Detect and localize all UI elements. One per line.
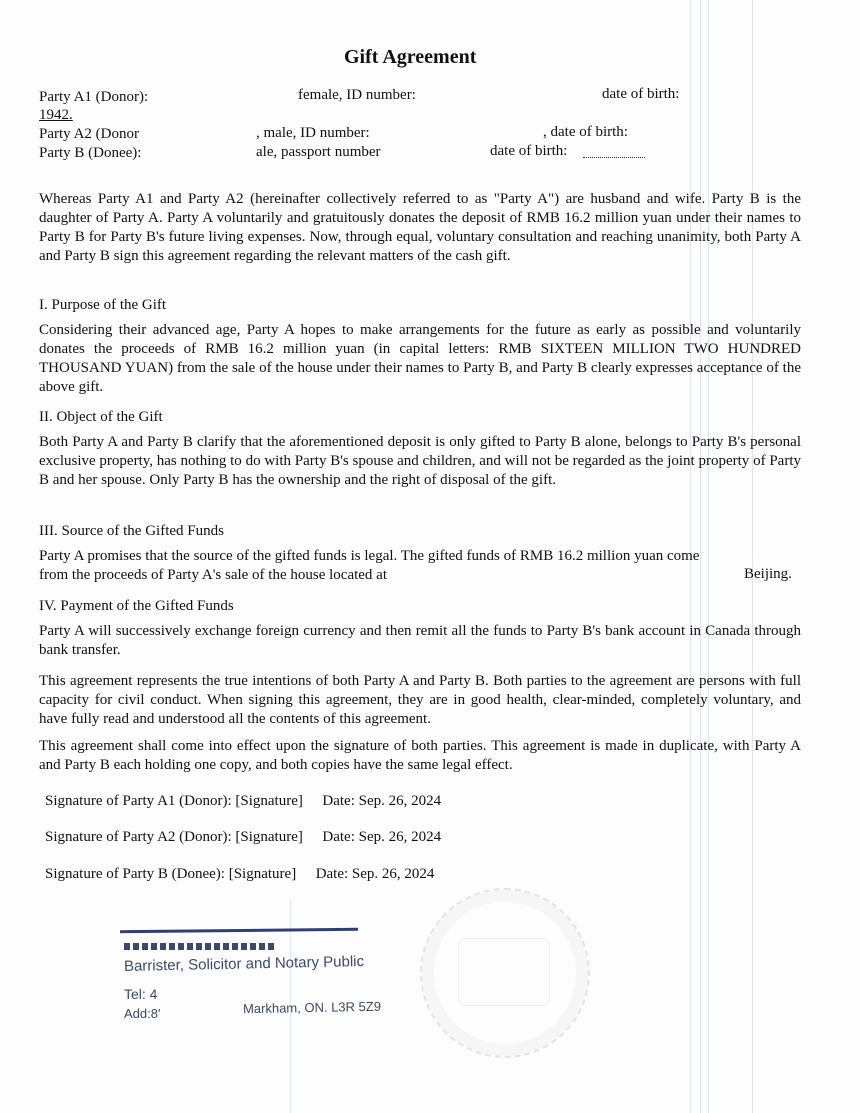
section-1-text: Considering their advanced age, Party A hopes to make arrangements for the future as early as possible and voluntarily donates the proceeds of RMB 16.2 million yuan (in capital letters: RMB SIXTEEN MILLION TWO HUNDRED THOUSAND YUAN) from the sale of the house under their names to Party B, and Party B clearly expresses acceptance of the above gift. (39, 322, 801, 395)
signature-line-b (45, 866, 434, 883)
signature-line-a1 (45, 793, 441, 810)
party-a1-gender-id: female, ID number: (298, 87, 416, 103)
redacted-dob (583, 157, 645, 158)
stamp-address: Add:8' (124, 1006, 161, 1021)
party-a2-gender-id: , male, ID number: (256, 125, 370, 141)
party-b-gender-passport: ale, passport number (256, 144, 381, 160)
effect-paragraph: This agreement shall come into effect upon the signature of both parties. This agreement is made in duplicate, with Party A and Party B each holding one copy, and both copies have the same legal effect. (39, 738, 801, 773)
stamp-title: Barrister, Solicitor and Notary Public (123, 952, 365, 975)
signature-a2-date: Date: Sep. 26, 2024 (322, 829, 442, 845)
signature-a1-date: Date: Sep. 26, 2024 (322, 793, 442, 809)
signature-b-date: Date: Sep. 26, 2024 (315, 866, 435, 882)
section-3-city: Beijing. (744, 566, 792, 582)
signature-a2-label: Signature of Party A2 (Donor): [Signature] (45, 829, 303, 845)
stamp-tel: Tel: 4 (124, 986, 158, 1002)
section-2-text: Both Party A and Party B clarify that the aforementioned deposit is only gifted to Party B alone, belongs to Party B's personal exclusive property, has nothing to do with Party B's spouse and children, and will not be regarded as the joint property of Party B and her spouse. Only Party B has the ownership and the right of disposal of the gift. (39, 434, 801, 488)
section-3-heading: III. Source of the Gifted Funds (39, 523, 224, 539)
intro-paragraph: Whereas Party A1 and Party A2 (hereinafter collectively referred to as "Party A") are husband and wife. Party B is the daughter of Party A. Party A voluntarily and gratuitously donates the deposit of RMB 16.2 million yuan under their names to Party B for Party B's future living expenses. Now, through equal, voluntary consultation and reaching unanimity, both Party A and Party B sign this agreement regarding the relevant matters of the cash gift. (39, 191, 801, 264)
party-a2-dob-label: , date of birth: (543, 124, 628, 140)
signature-a1-label: Signature of Party A1 (Donor): [Signature] (45, 793, 303, 809)
section-4-text: Party A will successively exchange foreign currency and then remit all the funds to Party B's bank account in Canada through bank transfer. (39, 623, 801, 658)
stamp-cutoff-name (124, 943, 274, 950)
section-4-heading: IV. Payment of the Gifted Funds (39, 598, 234, 614)
party-b-label: Party B (Donee): (39, 145, 142, 161)
scan-artifact (752, 0, 753, 1113)
signature-line-a2 (45, 829, 441, 846)
party-a2-label: Party A2 (Donor (39, 126, 139, 142)
scan-artifact (700, 0, 701, 1113)
party-b-dob-label: date of birth: (490, 143, 568, 159)
signature-b-label: Signature of Party B (Donee): [Signature] (45, 866, 297, 882)
intentions-paragraph: This agreement represents the true intentions of both Party A and Party B. Both parties to the agreement are persons with full capacity for civil conduct. When signing this agreement, they are in good health, clear-minded, completely voluntary, and have fully read and understood all the contents of this agreement. (39, 673, 801, 727)
stamp-rule (120, 928, 358, 933)
document-title: Gift Agreement (344, 46, 477, 68)
notary-seal-center (458, 938, 550, 1006)
section-3-text-line2: from the proceeds of Party A's sale of the house located at (39, 567, 388, 583)
party-a1-birth-year: 1942. (39, 107, 73, 123)
section-2-heading: II. Object of the Gift (39, 409, 163, 425)
section-3-text-line1: Party A promises that the source of the gifted funds is legal. The gifted funds of RMB 16.2 million yuan come (39, 548, 700, 564)
stamp-city: Markham, ON. L3R 5Z9 (242, 998, 382, 1017)
section-1-heading: I. Purpose of the Gift (39, 297, 167, 313)
scan-artifact (708, 0, 709, 1113)
party-a1-label: Party A1 (Donor): (39, 89, 149, 105)
party-a1-dob-label: date of birth: (602, 86, 680, 102)
